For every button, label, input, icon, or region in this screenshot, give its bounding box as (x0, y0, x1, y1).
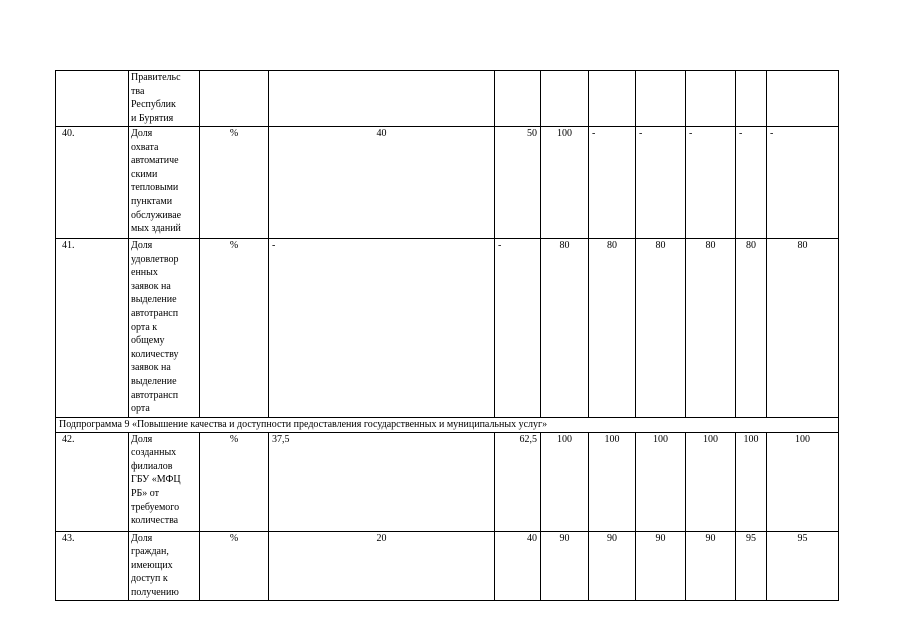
value-cell: 95 (736, 531, 767, 600)
value-cell: 80 (636, 239, 686, 418)
base-value: 37,5 (269, 432, 495, 531)
value-cell: 80 (589, 239, 636, 418)
document-page (55, 70, 838, 601)
value-cell (736, 71, 767, 127)
value-cell (495, 71, 541, 127)
value-cell (767, 71, 839, 127)
value-cell: 100 (589, 432, 636, 531)
value-cell (686, 71, 736, 127)
table-row (56, 71, 839, 127)
value-cell: 80 (767, 239, 839, 418)
row-number: 40. (56, 127, 129, 239)
value-cell (589, 71, 636, 127)
value-cell (636, 71, 686, 127)
base-value: 20 (269, 531, 495, 600)
value-cell: - (736, 127, 767, 239)
table-row (56, 432, 839, 531)
value-cell: 90 (541, 531, 589, 600)
value-cell: - (767, 127, 839, 239)
indicator-name: Доля удовлетвор енных заявок на выделение автотрансп орта к общему количеству заявок на выделение автотрансп орта (129, 239, 200, 418)
unit-cell: % (200, 127, 269, 239)
value-cell: - (636, 127, 686, 239)
row-number: 42. (56, 432, 129, 531)
value-cell: 100 (541, 432, 589, 531)
value-cell: - (589, 127, 636, 239)
indicator-name: Доля охвата автоматиче скими тепловыми пунктами обслуживае мых зданий (129, 127, 200, 239)
value-cell: - (686, 127, 736, 239)
unit-cell: % (200, 531, 269, 600)
value-cell: 100 (686, 432, 736, 531)
subprogram-title: Подпрограмма 9 «Повышение качества и доступности предоставления государственных и муниципальных услуг» (56, 418, 839, 433)
value-cell: - (495, 239, 541, 418)
unit-cell (200, 71, 269, 127)
value-cell: 100 (541, 127, 589, 239)
row-number: 41. (56, 239, 129, 418)
value-cell: 90 (686, 531, 736, 600)
base-value: 40 (269, 127, 495, 239)
value-cell: 100 (636, 432, 686, 531)
value-cell: 80 (736, 239, 767, 418)
value-cell: 95 (767, 531, 839, 600)
indicator-name: Правительс тва Республик и Бурятия (129, 71, 200, 127)
indicator-name: Доля созданных филиалов ГБУ «МФЦ РБ» от требуемого количества (129, 432, 200, 531)
value-cell: 62,5 (495, 432, 541, 531)
value-cell: 100 (767, 432, 839, 531)
table-row (56, 127, 839, 239)
row-number (56, 71, 129, 127)
value-cell: 40 (495, 531, 541, 600)
row-number: 43. (56, 531, 129, 600)
indicator-name: Доля граждан, имеющих доступ к получению (129, 531, 200, 600)
value-cell: 50 (495, 127, 541, 239)
subprogram-row (56, 418, 839, 433)
value-cell: 90 (589, 531, 636, 600)
unit-cell: % (200, 432, 269, 531)
indicators-table (55, 70, 839, 601)
value-cell: 100 (736, 432, 767, 531)
value-cell: 80 (686, 239, 736, 418)
value-cell: 90 (636, 531, 686, 600)
unit-cell: % (200, 239, 269, 418)
table-row (56, 531, 839, 600)
value-cell (541, 71, 589, 127)
table-row (56, 239, 839, 418)
base-value: - (269, 239, 495, 418)
value-cell: 80 (541, 239, 589, 418)
base-value (269, 71, 495, 127)
